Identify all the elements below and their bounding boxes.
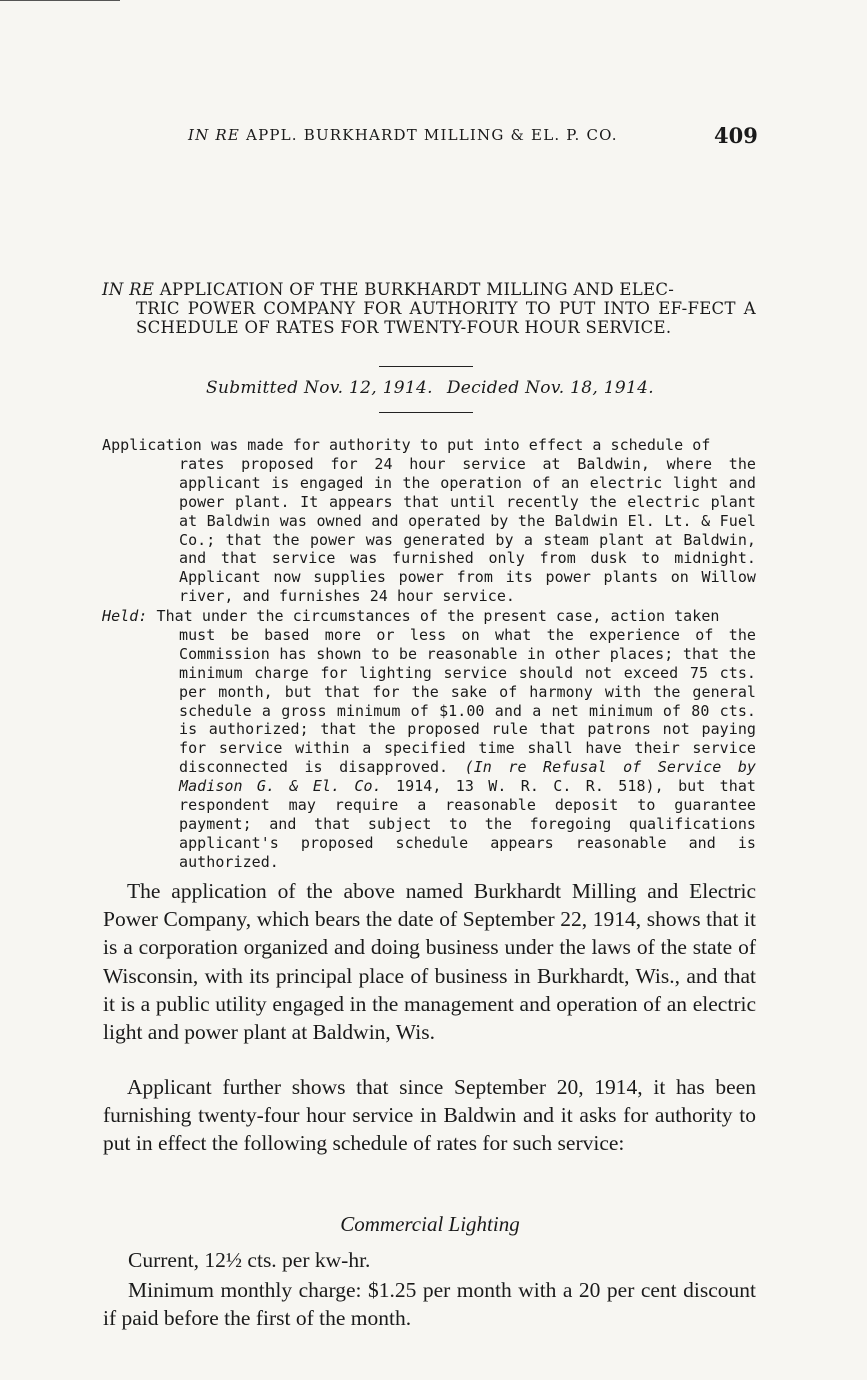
case-title-italic: IN RE [102,280,155,299]
syllabus-held [102,607,756,872]
rate-minimum-charge: Minimum monthly charge: $1.25 per month with a 20 per cent discount if paid before the first of the month. [103,1278,756,1331]
running-head [188,126,618,144]
case-title-first-line: APPLICATION OF THE BURKHARDT MILLING AND ELEC- [159,280,675,299]
body-paragraph-2: Applicant further shows that since September 20, 1914, it has been furnishing twenty-four hour service in Baldwin and it asks for authority to put in effect the following schedule of rates for such service: [103,1075,756,1156]
section-subheading: Commercial Lighting [340,1212,520,1236]
submitted-date: Submitted Nov. 12, 1914. [206,378,433,398]
held-label: Held: [102,607,148,625]
held-text: must be based more or less on what the experience of the Commission has shown to be reasonable in other places; that the minimum charge for lighting service should not exceed 75 cts. per month, but that for the sake of harmony with the general schedule a gross minimum of $1.00 and a net minimum of 80 cts. is authorized; that the proposed rule that patrons not paying for service within a specified time shall have their service disconnected is disapproved. [179,625,756,777]
syllabus-application-lead: Application was made for authority to put into effect a schedule of [102,436,711,454]
running-head-text: APPL. BURKHARDT MILLING & EL. P. CO. [246,126,618,144]
page-number: 409 [714,123,758,148]
held-citation-ref: 1914, 13 W. R. C. R. 518), [396,777,664,796]
running-head-italic: IN RE [188,126,241,144]
held-citation: (In re Refusal of Service by Madison G. & El. Co. [179,758,756,796]
held-text-continued: but that respondent may require a reasonable deposit to guarantee payment; and that subject to the foregoing qualifications applicant's proposed schedule appears reasonable and is authorized. [179,777,756,871]
case-dates [206,378,654,398]
case-title-continuation: TRIC POWER COMPANY FOR AUTHORITY TO PUT INTO EF-FECT A SCHEDULE OF RATES FOR TWENTY-FOUR HOUR SERVICE. [136,299,756,337]
syllabus-application [102,436,756,606]
divider-rule [379,366,473,367]
case-title [102,280,756,337]
decided-date: Decided Nov. 18, 1914. [446,378,654,398]
top-edge-rule [0,0,120,1]
rate-current: Current, 12½ cts. per kw-hr. [128,1248,371,1272]
divider-rule [379,412,473,413]
held-lead: That under the circumstances of the present case, action taken [156,607,720,625]
body-paragraph-1: The application of the above named Burkhardt Milling and Electric Power Company, which bears the date of September 22, 1914, shows that it is a corporation organized and doing business under the laws of the state of Wisconsin, with its principal place of business in Burkhardt, Wis., and that it is a public utility engaged in the management and operation of an electric light and power plant at Baldwin, Wis. [103,879,756,1045]
syllabus-application-text: rates proposed for 24 hour service at Baldwin, where the applicant is engaged in the operation of an electric light and power plant. It appears that until recently the electric plant at Baldwin was owned and operated by the Baldwin El. Lt. & Fuel Co.; that the power was generated by a steam plant at Baldwin, and that service was furnished only from dusk to midnight. Applicant now supplies power from its power plants on Willow river, and furnishes 24 hour service. [179,454,756,606]
